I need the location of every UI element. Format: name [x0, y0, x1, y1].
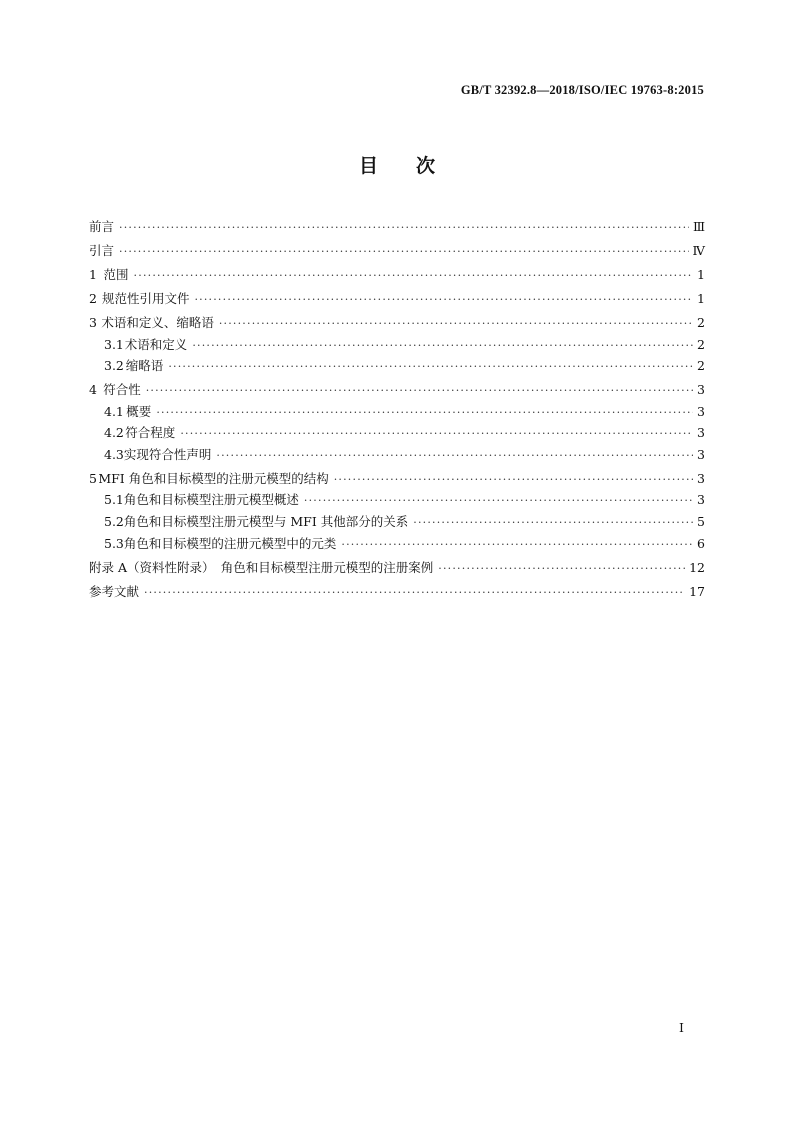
toc-entry-number: 3.2	[104, 358, 124, 374]
toc-entry-title: 术语和定义	[124, 336, 188, 352]
toc-entry[interactable]	[89, 533, 705, 555]
toc-entry-title: MFI 角色和目标模型的注册元模型的结构	[98, 470, 329, 486]
toc-entry-number: 4	[89, 382, 97, 398]
dot-leader	[144, 582, 685, 604]
toc-entry-number: 2	[89, 290, 97, 306]
toc-entry-page: 2	[697, 336, 705, 352]
toc-entry-page: 2	[697, 314, 705, 330]
dot-leader	[119, 241, 688, 263]
toc-entry-title: 角色和目标模型注册元模型概述	[123, 492, 299, 508]
toc-entry-page: 5	[697, 514, 705, 530]
dot-leader	[156, 402, 693, 424]
toc-entry-page: Ⅳ	[692, 242, 705, 258]
toc-entry-page: 12	[689, 559, 705, 575]
toc-entry-title: 符合程度	[125, 425, 176, 441]
toc-entry-page: Ⅲ	[692, 219, 705, 234]
dot-leader	[438, 558, 685, 580]
toc-entry[interactable]	[89, 264, 705, 286]
toc-entry-title: 角色和目标模型的注册元模型中的元类	[123, 535, 337, 551]
page-title: 目次	[358, 155, 473, 177]
toc-entry[interactable]	[89, 581, 705, 603]
toc-entry-page: 3	[697, 403, 705, 419]
toc-entry-page: 3	[697, 470, 705, 486]
toc-entry-number: 5.2	[104, 514, 124, 530]
toc-entry-title: 缩略语	[125, 358, 164, 374]
dot-leader	[180, 423, 693, 445]
dot-leader	[219, 313, 693, 335]
toc-entry-number: 3	[89, 314, 97, 330]
dot-leader	[413, 512, 693, 534]
toc-entry[interactable]	[89, 444, 705, 466]
standard-number-header: GB/T 32392.8—2018/ISO/IEC 19763-8:2015	[460, 83, 704, 97]
toc-entry[interactable]	[89, 511, 705, 533]
toc-entry-number: 4.2	[104, 425, 124, 441]
toc-entry-title: 规范性引用文件	[101, 290, 190, 306]
toc-entry-number: 4.1	[104, 403, 124, 419]
toc-entry-number: 5	[89, 470, 97, 486]
dot-leader	[146, 380, 693, 402]
toc-entry[interactable]	[89, 288, 705, 310]
toc-entry-number: 5.3	[104, 535, 124, 551]
toc-entry[interactable]	[89, 240, 705, 262]
dot-leader	[192, 335, 693, 357]
toc-entry[interactable]	[89, 468, 705, 490]
toc-entry-title: 角色和目标模型注册元模型与 MFI 其他部分的关系	[123, 514, 409, 530]
toc-entry-title: 术语和定义、缩略语	[101, 314, 214, 330]
page-number: Ⅰ	[679, 1021, 684, 1035]
toc-entry-page: 2	[697, 358, 705, 374]
toc-entry-number: 4.3	[104, 446, 124, 462]
toc-entry-number: 1	[89, 266, 97, 282]
toc-entry-number: 5.1	[104, 492, 124, 508]
table-of-contents	[89, 216, 705, 602]
toc-entry[interactable]	[89, 216, 705, 238]
toc-entry[interactable]	[89, 334, 705, 356]
dot-leader	[304, 490, 693, 512]
toc-entry-page: 1	[697, 266, 705, 282]
toc-entry-title: 符合性	[103, 382, 141, 398]
toc-entry-page: 1	[697, 290, 705, 306]
toc-entry-page: 3	[697, 492, 705, 508]
toc-entry-page: 3	[697, 425, 705, 441]
toc-entry-title: 概要	[126, 403, 152, 419]
toc-entry-title: 实现符合性声明	[123, 446, 212, 462]
toc-entry-page: 3	[697, 446, 705, 462]
toc-entry-page: 6	[697, 535, 705, 551]
toc-entry-page: 17	[689, 583, 705, 599]
dot-leader	[119, 217, 689, 239]
dot-leader	[134, 265, 693, 287]
toc-entry[interactable]	[89, 489, 705, 511]
dot-leader	[216, 445, 693, 467]
toc-entry[interactable]	[89, 312, 705, 334]
toc-entry-page: 3	[697, 382, 705, 398]
toc-entry[interactable]	[89, 401, 705, 423]
toc-entry[interactable]	[89, 422, 705, 444]
toc-entry[interactable]	[89, 355, 705, 377]
dot-leader	[334, 469, 693, 491]
toc-entry-title: 前言	[89, 219, 115, 234]
toc-entry-title: 附录 A（资料性附录） 角色和目标模型注册元模型的注册案例	[89, 559, 434, 575]
toc-entry-number: 3.1	[104, 336, 124, 352]
toc-entry-title: 参考文献	[89, 583, 140, 599]
toc-entry[interactable]	[89, 557, 705, 579]
toc-entry-title: 范围	[103, 266, 129, 282]
dot-leader	[341, 534, 693, 556]
toc-entry[interactable]	[89, 379, 705, 401]
dot-leader	[168, 356, 693, 378]
toc-entry-title: 引言	[89, 242, 115, 258]
dot-leader	[194, 289, 693, 311]
